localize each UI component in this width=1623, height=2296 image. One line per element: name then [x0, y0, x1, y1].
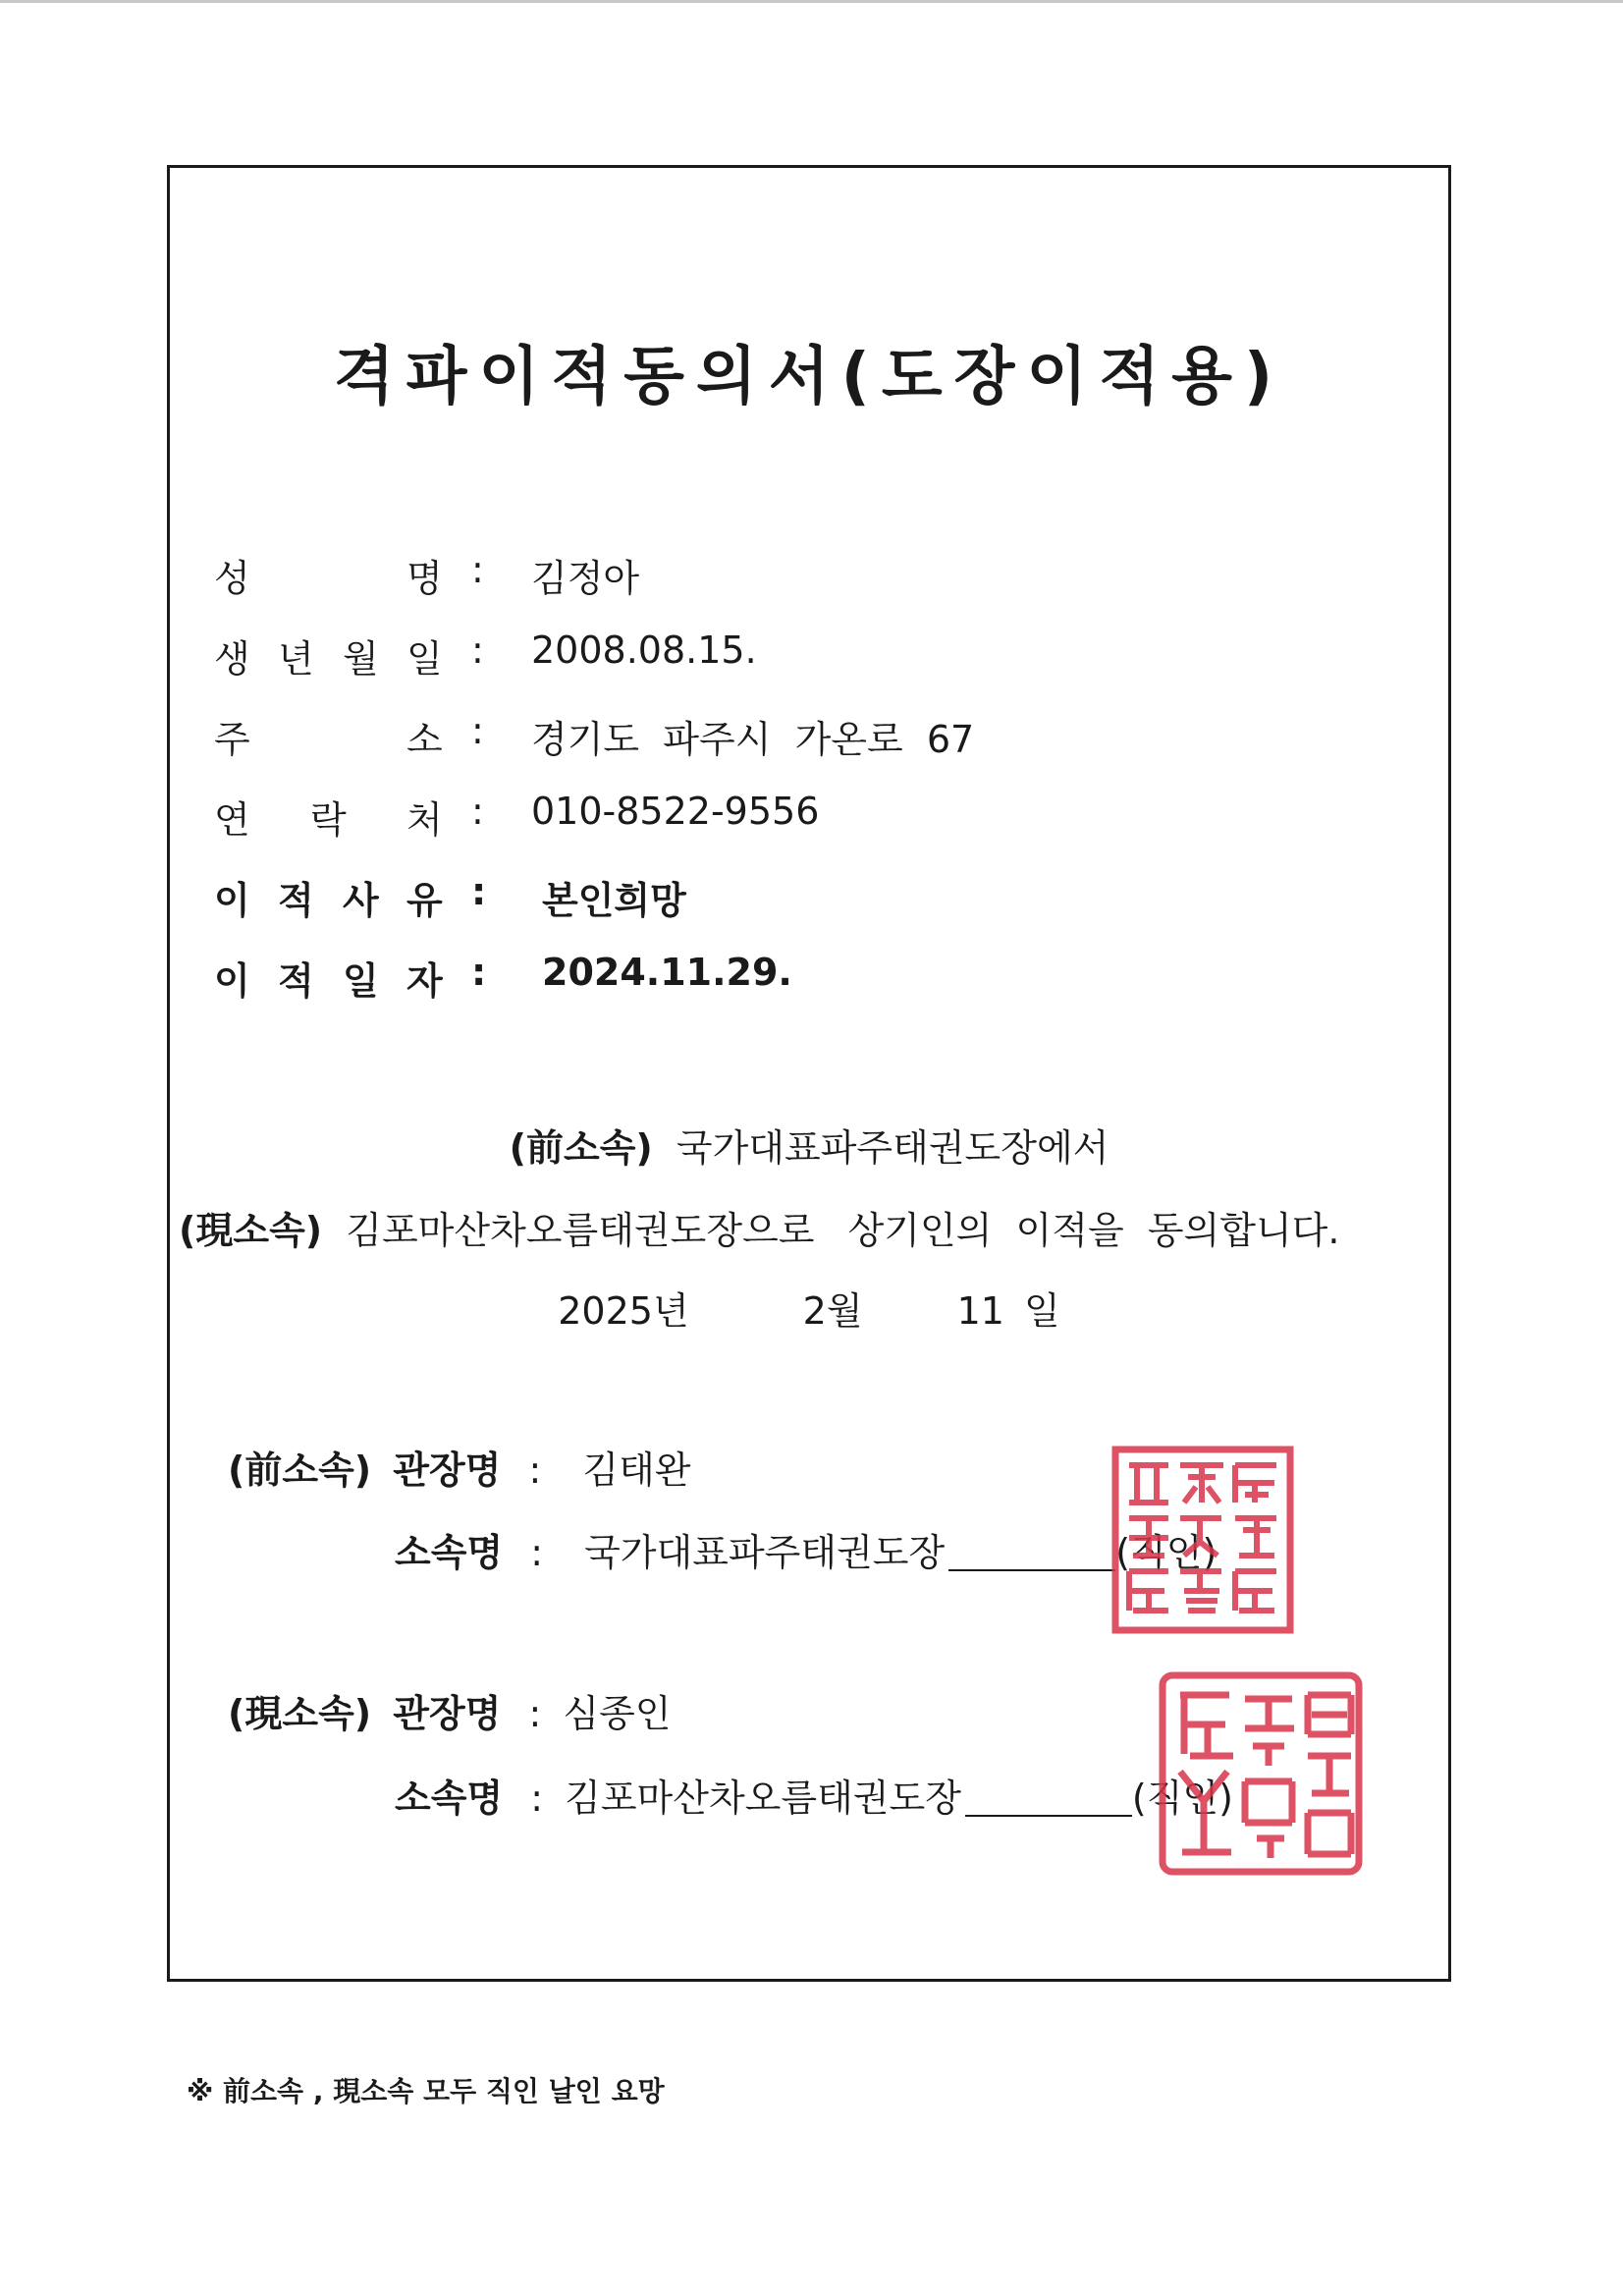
footnote: ※ 前소속 , 現소속 모두 직인 날인 요망: [187, 2075, 665, 2107]
info-value: 2024.11.29.: [542, 951, 792, 994]
info-label-char: 사: [343, 879, 379, 922]
transfer-to-line: [179, 1200, 1339, 1254]
info-colon: :: [471, 629, 484, 672]
info-label-char: 일: [406, 637, 443, 681]
top-rule: [0, 0, 1623, 3]
info-colon: :: [471, 548, 484, 591]
info-label-char: 적: [278, 879, 314, 922]
current-prefix: (現소속): [228, 1692, 372, 1735]
info-colon: :: [471, 870, 487, 913]
current-director-row: [228, 1683, 672, 1737]
current-affiliation-label: 소속명: [395, 1777, 504, 1820]
current-official-seal: [1155, 1666, 1369, 1880]
current-affiliation-value: 김포마산차오름태권도장: [565, 1777, 961, 1820]
info-label-char: 일: [343, 959, 379, 1003]
info-value: 2008.08.15.: [531, 629, 757, 672]
info-label-char: 처: [406, 798, 443, 842]
previous-signature-line: [948, 1540, 1115, 1571]
previous-affiliation-label: 소속명: [395, 1531, 504, 1574]
previous-prefix: (前소속): [228, 1449, 372, 1492]
info-label-char: 소: [406, 718, 443, 761]
transfer-from-text: 국가대표파주태권도장에서: [676, 1126, 1109, 1170]
info-label-char: 주: [214, 718, 250, 761]
info-value: 본인희망: [542, 879, 686, 922]
info-value: 010-8522-9556: [531, 790, 820, 833]
info-label-char: 자: [406, 959, 443, 1003]
info-label-char: 적: [278, 959, 314, 1003]
info-label-char: 이: [214, 959, 250, 1003]
current-affiliation-colon: :: [530, 1777, 544, 1820]
current-seal-label: (직인): [1131, 1777, 1233, 1820]
info-label-char: 명: [406, 557, 443, 600]
current-affiliation-prefix: (現소속): [179, 1209, 323, 1252]
previous-colon: :: [528, 1449, 542, 1492]
info-label-char: 년: [278, 637, 314, 681]
previous-director-row: [228, 1440, 691, 1494]
date-day: 11: [956, 1289, 1004, 1333]
previous-affiliation-prefix: (前소속): [509, 1126, 653, 1170]
previous-affiliation-value: 국가대표파주태권도장: [584, 1531, 946, 1574]
current-affiliation-row: [395, 1768, 1233, 1822]
previous-affiliation-row: [395, 1522, 1217, 1576]
previous-seal-label: (직인): [1115, 1531, 1217, 1574]
date-month: 2월: [802, 1289, 863, 1333]
info-colon: :: [471, 951, 487, 994]
info-label-char: 월: [343, 637, 379, 681]
info-label-char: 연: [214, 798, 250, 842]
info-value: 김정아: [531, 557, 640, 600]
info-colon: :: [471, 709, 484, 752]
date-year: 2025년: [558, 1289, 689, 1333]
date-day-unit: 일: [1024, 1289, 1060, 1333]
info-colon: :: [471, 790, 484, 833]
info-label-char: 성: [214, 557, 250, 600]
previous-director-label: 관장명: [393, 1449, 502, 1492]
consent-statement: 상기인의 이적을 동의합니다.: [847, 1209, 1340, 1252]
info-label-char: 락: [310, 798, 347, 842]
document-title: 격파이적동의서(도장이적용): [333, 341, 1285, 413]
current-colon: :: [528, 1692, 542, 1735]
info-label-char: 유: [406, 879, 443, 922]
current-director-label: 관장명: [393, 1692, 502, 1735]
transfer-to-gym: 김포마산차오름태권도장으로: [346, 1209, 815, 1252]
previous-director-name: 김태완: [582, 1449, 691, 1492]
previous-official-seal: [1109, 1444, 1296, 1636]
current-director-name: 심종인: [563, 1692, 672, 1735]
info-label-char: 생: [214, 637, 250, 681]
document-date: [167, 1281, 1451, 1335]
info-value: 경기도 파주시 가온로 67: [531, 718, 975, 761]
previous-affiliation-colon: :: [530, 1531, 544, 1574]
current-signature-line: [965, 1785, 1132, 1817]
info-label-char: 이: [214, 879, 250, 922]
transfer-from-line: [167, 1118, 1451, 1172]
